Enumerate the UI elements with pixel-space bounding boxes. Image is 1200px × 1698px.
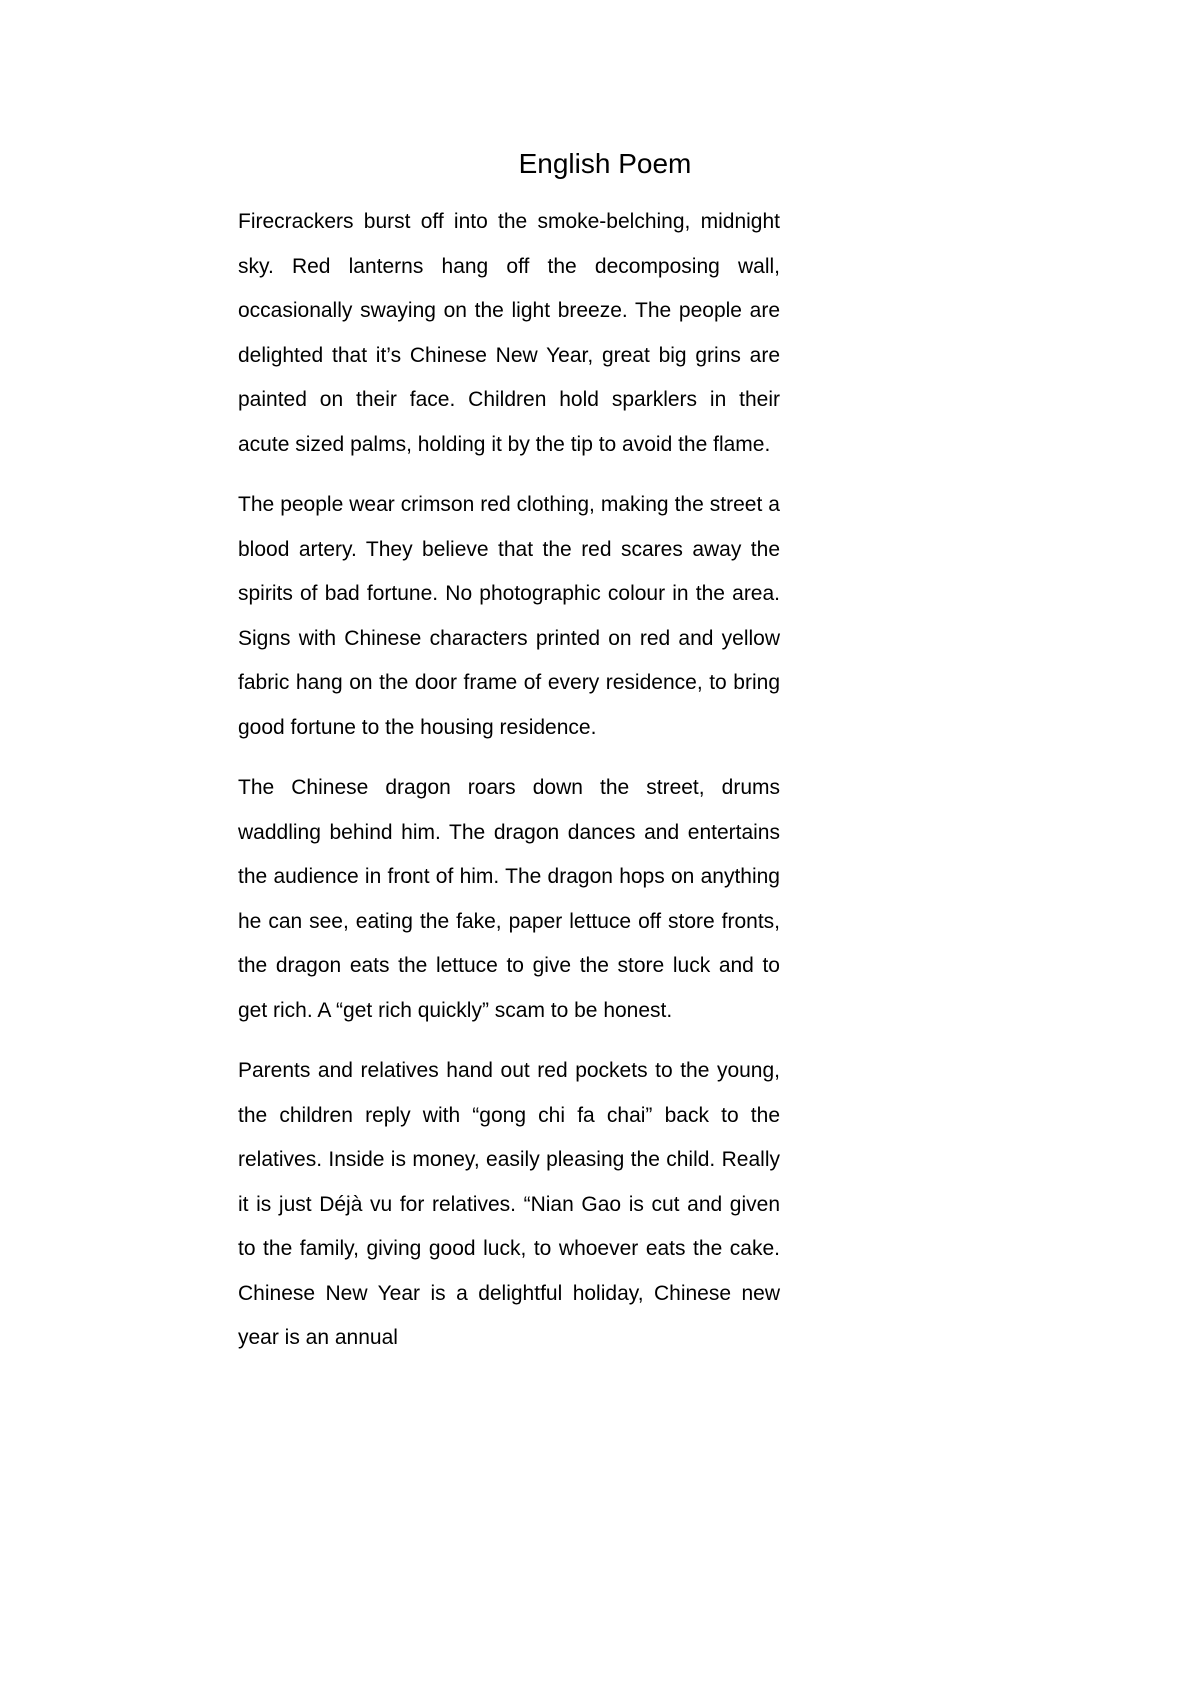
- paragraph-3: The Chinese dragon roars down the street, drums waddling behind him. The dragon dances and entertains the audience in front of him. The dragon hops on anything he can see, eating the fake, paper lettuce off store fronts, the dragon eats the lettuce to give the store luck and to get rich. A “get rich quickly” scam to be honest.: [238, 776, 780, 1022]
- document-title: [0, 146, 1200, 182]
- document-title-text: English Poem: [518, 148, 692, 179]
- paragraph-1: Firecrackers burst off into the smoke-belching, midnight sky. Red lanterns hang off the decomposing wall, occasionally swaying on the light breeze. The people are delighted that it’s Chinese New Year, great big grins are painted on their face. Children hold sparklers in their acute sized palms, holding it by the tip to avoid the flame.: [238, 210, 780, 456]
- document-body: [238, 200, 780, 1377]
- paragraph-2: The people wear crimson red clothing, making the street a blood artery. They believe that the red scares away the spirits of bad fortune. No photographic colour in the area. Signs with Chinese characters printed on red and yellow fabric hang on the door frame of every residence, to bring good fortune to the housing residence.: [238, 493, 780, 739]
- paragraph-4: Parents and relatives hand out red pockets to the young, the children reply with “gong chi fa chai” back to the relatives. Inside is money, easily pleasing the child. Really it is just Déjà vu for relatives. “Nian Gao is cut and given to the family, giving good luck, to whoever eats the cake. Chinese New Year is a delightful holiday, Chinese new year is an annual: [238, 1059, 780, 1349]
